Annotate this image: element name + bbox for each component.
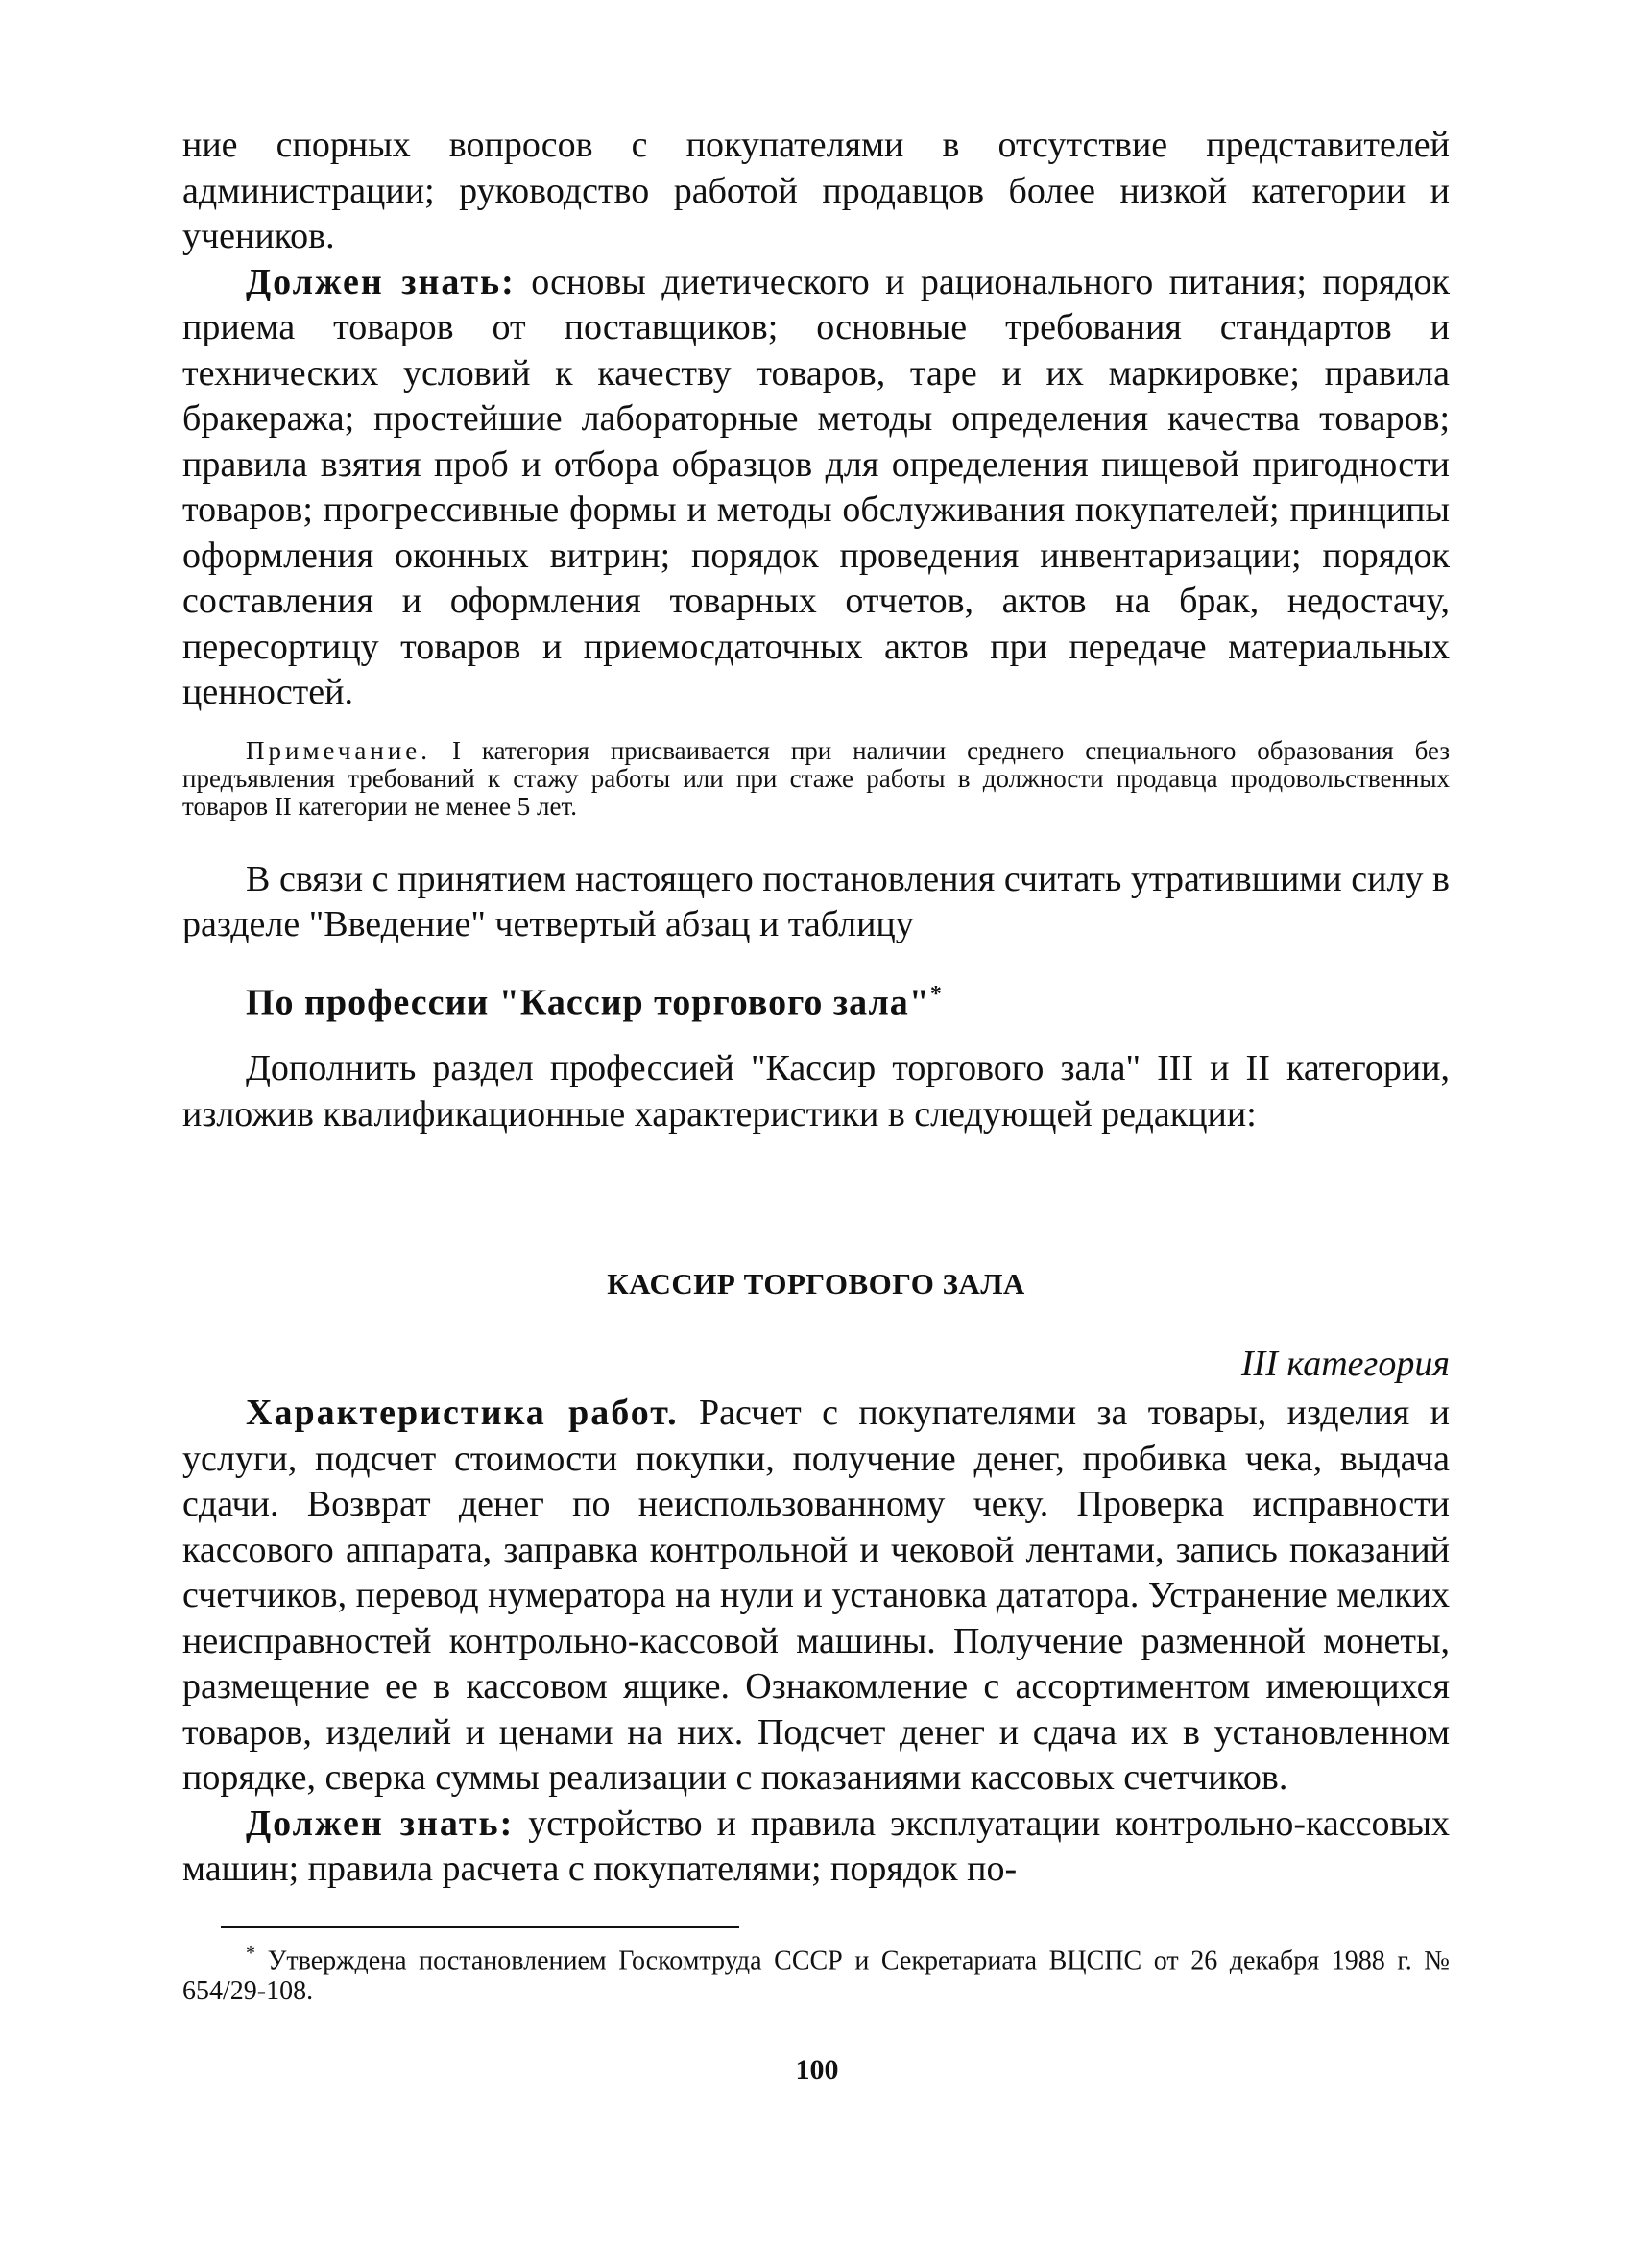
must-know-lead-2: Должен знать: <box>246 1802 515 1844</box>
page-number: 100 <box>795 2054 839 2086</box>
note-paragraph <box>182 737 1450 821</box>
note-lead: Примечание. <box>246 735 432 765</box>
category-label: III категория <box>1240 1344 1450 1385</box>
footnote-text: Утверждена постановлением Госкомтруда СССР и Секретариата ВЦСПС от 26 декабря 1988 г. № 654/29-108. <box>182 1945 1450 2006</box>
note-text: I категория присваивается при наличии среднего специального образования без предъявления требований к стажу работы или при стаже работы в должности продавца продовольственных товаров II категории не менее 5 лет. <box>182 735 1450 821</box>
profession-heading-footnote-mark: * <box>929 981 943 1007</box>
must-know-paragraph-2 <box>182 1802 1450 1893</box>
page-body <box>182 123 1450 2007</box>
footnote-mark: * <box>246 1942 255 1964</box>
work-characteristics-text: Расчет с покупателями за товары, изделия и услуги, подсчет стоимости покупки, получение денег, пробивка чека, выдача сдачи. Возврат денег по неиспользованному чеку. Проверка исправности кассового аппарата, заправка контрольной и чековой лентами, запись показаний счетчиков, перевод нумератора на нули и установка дататора. Устранение мелких неисправностей контрольно-кассовой машины. Получение разменной монеты, размещение ее в кассовом ящике. Ознакомление с ассортиментом имеющихся товаров, изделий и ценами на них. Подсчет денег и сдача их в установленном порядке, сверка суммы реализации с показаниями кассовых счетчиков. <box>182 1393 1450 1799</box>
footnote-divider <box>221 1926 739 1928</box>
profession-heading <box>246 972 1450 1026</box>
repeal-paragraph: В связи с принятием настоящего постановления считать утратившими силу в разделе "Введение" четвертый абзац и таблицу <box>182 858 1450 944</box>
must-know-text-1: основы диетического и рационального питания; порядок приема товаров от поставщиков; основные требования стандартов и технических условий к качеству товаров, таре и их маркировке; правила бракеража; простейшие лабораторные методы определения качества товаров; правила взятия проб и отбора образцов для определения пищевой пригодности товаров; прогрессивные формы и методы обслуживания покупателей; принципы оформления оконных витрин; порядок проведения инвентаризации; порядок составления и оформления товарных отчетов, актов на брак, недостачу, пересортицу товаров и приемосдаточных актов при передаче материальных ценностей. <box>182 261 1450 712</box>
work-characteristics-lead: Характеристика работ. <box>246 1393 679 1434</box>
must-know-paragraph-1 <box>182 260 1450 716</box>
section-title: КАССИР ТОРГОВОГО ЗАЛА <box>607 1267 1025 1301</box>
work-characteristics-paragraph <box>182 1391 1450 1802</box>
profession-heading-text: По профессии "Кассир торгового зала" <box>246 982 930 1023</box>
must-know-lead-1: Должен знать: <box>246 261 516 302</box>
footnote <box>182 1938 1450 2007</box>
supplement-paragraph: Дополнить раздел профессией "Кассир торгового зала" III и II категории, изложив квалификационные характеристики в следующей редакции: <box>182 1048 1450 1134</box>
must-know-text-2: устройство и правила эксплуатации контрольно-кассовых машин; правила расчета с покупателями; порядок по- <box>182 1802 1450 1890</box>
continuation-paragraph: ние спорных вопросов с покупателями в отсутствие представителей администрации; руководство работой продавцов более низкой категории и учеников. <box>182 125 1450 256</box>
